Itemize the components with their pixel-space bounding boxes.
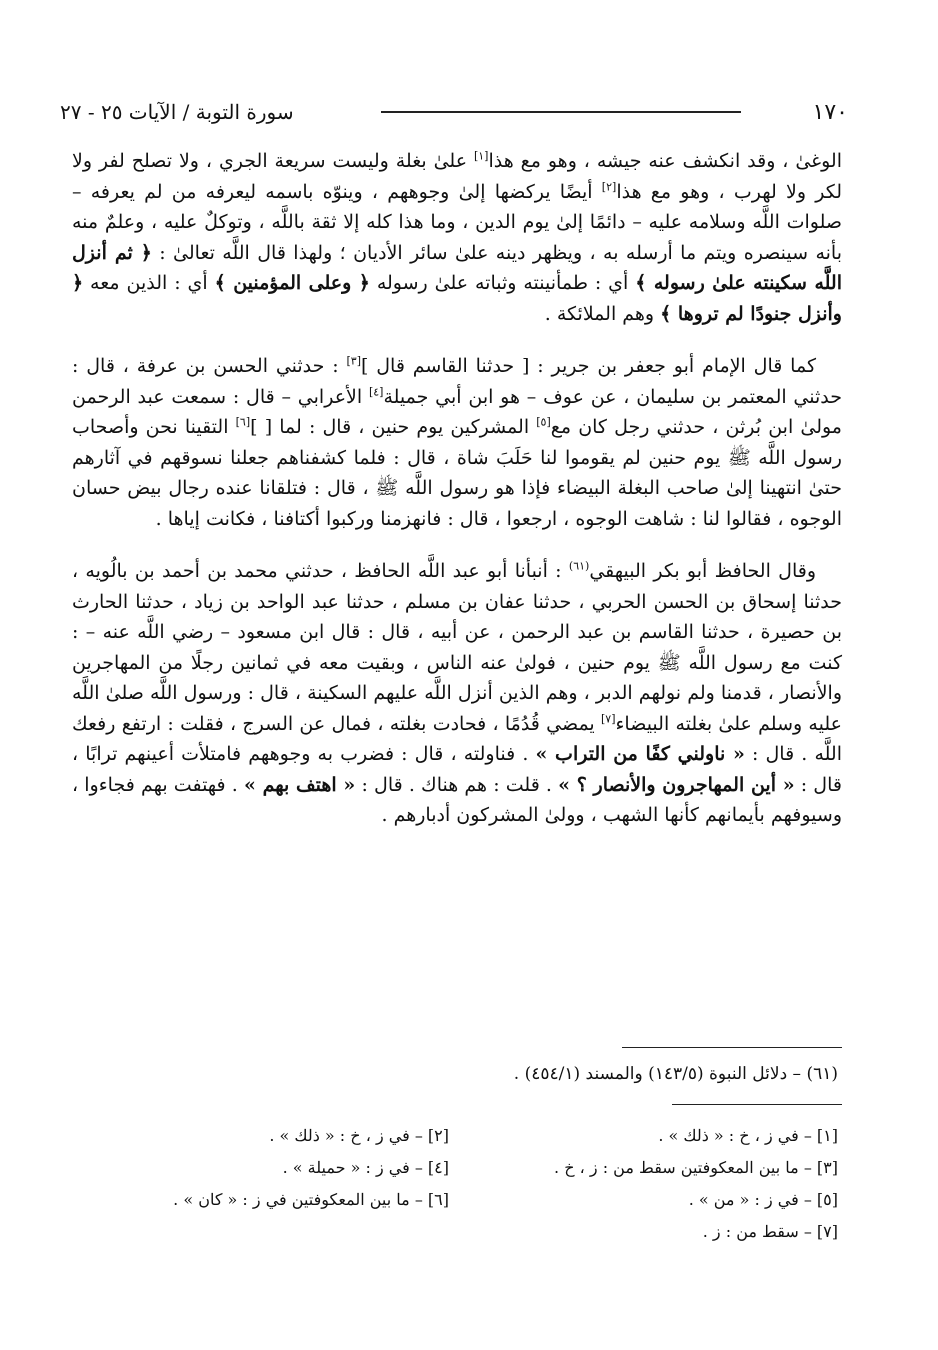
source-note: (٦١) – دلائل النبوة (١٤٣/٥) والمسند (٤٥٤/١) . (513, 1064, 838, 1084)
quran-quote: ﴿ وأنزل جنودًا لم تروها ﴾ (72, 272, 842, 325)
text-run: أي : الذين معه (83, 272, 215, 294)
quran-quote: ﴿ ثم أنزل اللَّه سكينته علىٰ رسوله ﴾ (72, 241, 842, 294)
main-text (72, 146, 842, 853)
text-run: علىٰ بغلة وليست سريعة الجري ، ولا تصلح لفر ولا لكر ولا لهرب ، وهو مع هذا (72, 150, 842, 203)
footnote-ref: [٥] (536, 415, 551, 429)
text-run: وهم الملائكة . (544, 302, 661, 325)
footnotes-rule (672, 1104, 842, 1105)
page-number: ١٧٠ (812, 99, 848, 125)
text-run: الوغىٰ ، وقد انكشف عنه جيشه ، وهو مع هذا (488, 150, 842, 172)
quran-quote: ﴿ وعلى المؤمنين ﴾ (214, 272, 370, 294)
text-run: وقال الحافظ أبو بكر البيهقي (589, 560, 816, 582)
footnote-5: [٥] – في ز : « من » . (688, 1190, 838, 1209)
footnotes (100, 1122, 838, 1246)
hadith-quote: « اهتف بهم » (243, 773, 356, 796)
text-run: . قلت : هم هناك . قال : (355, 773, 559, 796)
footnote-7: [٧] – سقط من : ز . (702, 1222, 838, 1241)
source-note-rule (622, 1047, 842, 1048)
text-run: الأعرابي – قال : سمعت عبد الرحمن مولىٰ ابن بُرثن ، حدثني رجل كان مع (72, 385, 842, 438)
paragraph-1 (72, 146, 842, 329)
footnote-ref: (٦١) (568, 559, 590, 573)
footnote-4: [٤] – في ز : « حميلة » . (282, 1158, 449, 1177)
paragraph-3 (72, 556, 842, 831)
text-run: المشركين يوم حنين ، قال : لما [ ] (250, 416, 537, 438)
text-run: . فناولته ، قال : فضرب به وجوههم فامتلأت أعينهم ترابًا ، قال : (72, 743, 842, 796)
footnote-2: [٢] – في ز ، خ : « ذلك » . (269, 1126, 449, 1145)
header-rule (381, 111, 741, 113)
footnote-3: [٣] – ما بين المعكوفتين سقط من : ز ، خ . (554, 1158, 838, 1177)
hadith-quote: « ناولني كفًا من التراب » (535, 743, 745, 765)
footnote-ref: [٦] (235, 415, 251, 429)
text-run: : أنبأنا أبو عبد اللَّه الحافظ ، حدثني محمد بن أحمد بن بالُويه ، حدثنا إسحاق بن الحسن الحربي ، حدثنا عفان بن مسلم ، حدثنا عبد الواحد بن زياد ، حدثنا الحارث بن حصيرة ، حدثنا القاسم بن عبد الرحمن ، عن أبيه ، قال : قال ابن مسعود – رضي اللَّه عنه – : كنت مع رسول اللَّه ﷺ يوم حنين ، فولىٰ عنه الناس ، وبقيت معه في ثمانين رجلًا من المهاجرين والأنصار ، قدمنا ولم نولهم الدبر ، وهم الذين أنزل اللَّه عليهم السكينة ، قال : ورسول اللَّه صلىٰ اللَّه عليه وسلم علىٰ بغلته البيضاء (72, 560, 842, 735)
footnote-ref: [٤] (368, 385, 384, 399)
page-header (60, 92, 848, 132)
hadith-quote: « أين المهاجرون والأنصار ؟ » (558, 773, 795, 796)
text-run: : حدثني الحسن بن عرفة ، قال : حدثني المعتمر بن سليمان ، عن عوف – هو ابن أبي جميلة (72, 355, 842, 408)
text-run: كما قال الإمام أبو جعفر بن جرير : [ حدثنا القاسم قال ] (361, 355, 817, 377)
text-run: التقينا نحن وأصحاب رسول اللَّه ﷺ يوم حنين لم يقوموا لنا حَلَبَ شاة ، قال : فلما كشفناهم جعلنا نسوقهم في آثارهم حتىٰ انتهينا إلىٰ صاحب البغلة البيضاء فإذا هو رسول اللَّه ﷺ ، قال : فتلقانا عنده رجال بيض حسان الوجوه ، فقالوا لنا : شاهت الوجوه ، ارجعوا ، قال : فانهزمنا وركبوا أكتافنا ، فكانت إياها . (72, 416, 842, 530)
paragraph-2 (72, 351, 842, 534)
footnote-ref: [١] (473, 149, 489, 163)
footnote-1: [١] – في ز ، خ : « ذلك » . (658, 1126, 838, 1145)
running-title: سورة التوبة / الآيات ٢٥ - ٢٧ (60, 100, 294, 124)
text-run: أيضًا يركضها إلىٰ وجوههم ، وينوّه باسمه ليعرفه من لم يعرفه – صلوات اللَّه وسلامه عليه – دائمًا إلىٰ يوم الدين ، وما هذا كله إلا ثقة باللَّه ، وتوكلٌ عليه ، وعلمٌ منه بأنه سينصره ويتم ما أرسله به ، ويظهر دينه علىٰ سائر الأديان ؛ ولهذا قال اللَّه تعالىٰ : (72, 180, 842, 264)
text-run: أي : طمأنينته وثباته علىٰ رسوله (369, 272, 636, 294)
text-run: يمضي قُدُمًا ، فحادت بغلته ، فمال عن السرج ، فقلت : ارتفع رفعك اللَّه . قال : (72, 712, 842, 765)
footnote-ref: [٣] (346, 354, 361, 368)
text-run: . فهتفت بهم فجاءوا ، وسيوفهم بأيمانهم كأنها الشهب ، وولىٰ المشركون أدبارهم . (72, 773, 842, 826)
footnote-ref: [٧] (600, 712, 616, 726)
footnote-ref: [٢] (601, 180, 617, 194)
footnote-6: [٦] – ما بين المعكوفتين في ز : « كان » . (173, 1190, 449, 1209)
